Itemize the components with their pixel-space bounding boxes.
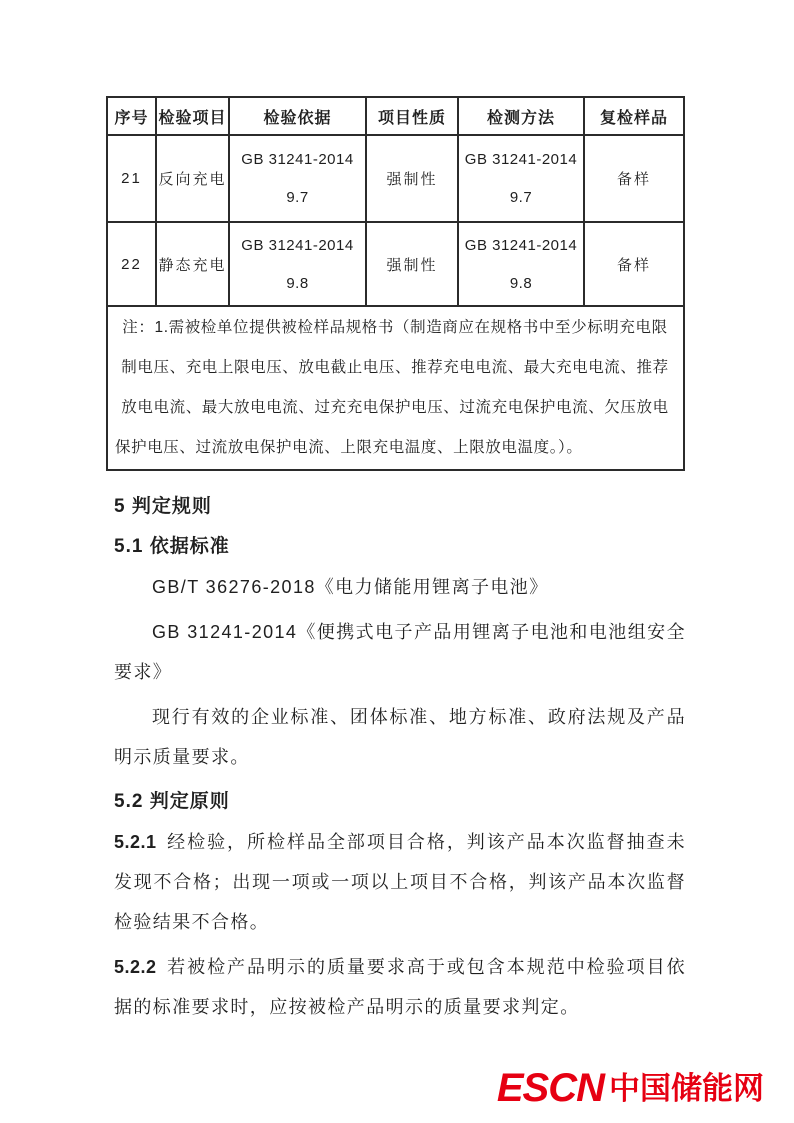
- section-heading-5: 5 判定规则: [114, 496, 212, 517]
- column-header-item: 检验项目: [156, 97, 229, 135]
- basis-clause: 9.8: [286, 274, 309, 292]
- clause-number: 5.2.2: [114, 957, 157, 977]
- clause-number: 5.2.1: [114, 832, 157, 852]
- method-clause: 9.7: [509, 189, 533, 206]
- table-row: [107, 222, 684, 306]
- escn-logo: [497, 1068, 764, 1108]
- section-heading-5-2: 5.2 判定原则: [114, 791, 230, 812]
- basis-standard: GB 31241-2014: [241, 151, 354, 168]
- cell-basis: [229, 135, 366, 222]
- escn-logo-chinese: 中国储能网: [609, 1070, 764, 1106]
- column-header-recheck-sample: 复检样品: [584, 97, 684, 135]
- cell-recheck-sample: 备样: [584, 135, 684, 222]
- clause-5-2-1: [106, 822, 686, 942]
- standard-reference-3: 现行有效的企业标准、团体标准、地方标准、政府法规及产品明示质量要求。: [114, 707, 686, 767]
- column-header-basis: 检验依据: [229, 97, 366, 135]
- cell-nature: 强制性: [366, 222, 458, 306]
- method-clause: 9.8: [509, 274, 533, 292]
- clause-text: 若被检产品明示的质量要求高于或包含本规范中检验项目依据的标准要求时，应按被检产品明示的质量要求判定。: [114, 957, 686, 1017]
- section-heading-5-1: 5.1 依据标准: [114, 536, 230, 557]
- column-header-serial: 序号: [107, 97, 156, 135]
- cell-serial: 21: [107, 135, 156, 222]
- cell-serial: 22: [107, 222, 156, 306]
- cell-method: [458, 222, 584, 306]
- standard-reference-2: GB 31241-2014《便携式电子产品用锂离子电池和电池组安全要求》: [114, 622, 686, 682]
- clause-text: 经检验，所检样品全部项目合格，判该产品本次监督抽查未发现不合格；出现一项或一项以上项目不合格，判该产品本次监督检验结果不合格。: [114, 832, 686, 932]
- basis-standard: GB 31241-2014: [241, 236, 354, 254]
- page-content: [106, 96, 686, 1032]
- method-standard: GB 31241-2014: [464, 236, 578, 254]
- cell-item: 静态充电: [156, 222, 229, 306]
- clause-5-2-2: [106, 947, 686, 1027]
- table-note-row: [107, 306, 684, 470]
- table-row: [107, 135, 684, 222]
- inspection-items-table: [106, 96, 685, 471]
- cell-nature: 强制性: [366, 135, 458, 222]
- column-header-method: 检测方法: [458, 97, 584, 135]
- cell-item: 反向充电: [156, 135, 229, 222]
- column-header-nature: 项目性质: [366, 97, 458, 135]
- method-standard: GB 31241-2014: [464, 151, 578, 168]
- cell-method: [458, 135, 584, 222]
- cell-basis: [229, 222, 366, 306]
- basis-clause: 9.7: [286, 189, 309, 206]
- table-header-row: [107, 97, 684, 135]
- cell-recheck-sample: 备样: [584, 222, 684, 306]
- table-note: 注：1.需被检单位提供被检样品规格书（制造商应在规格书中至少标明充电限制电压、充电上限电压、放电截止电压、推荐充电电流、最大充电电流、推荐放电电流、最大放电电流、过充充电保护电压、过流充电保护电流、欠压放电保护电压、过流放电保护电流、上限充电温度、上限放电温度。）。: [107, 306, 684, 470]
- standard-reference-1: GB/T 36276-2018《电力储能用锂离子电池》: [152, 577, 549, 597]
- escn-logo-latin: ESCN: [496, 1066, 604, 1110]
